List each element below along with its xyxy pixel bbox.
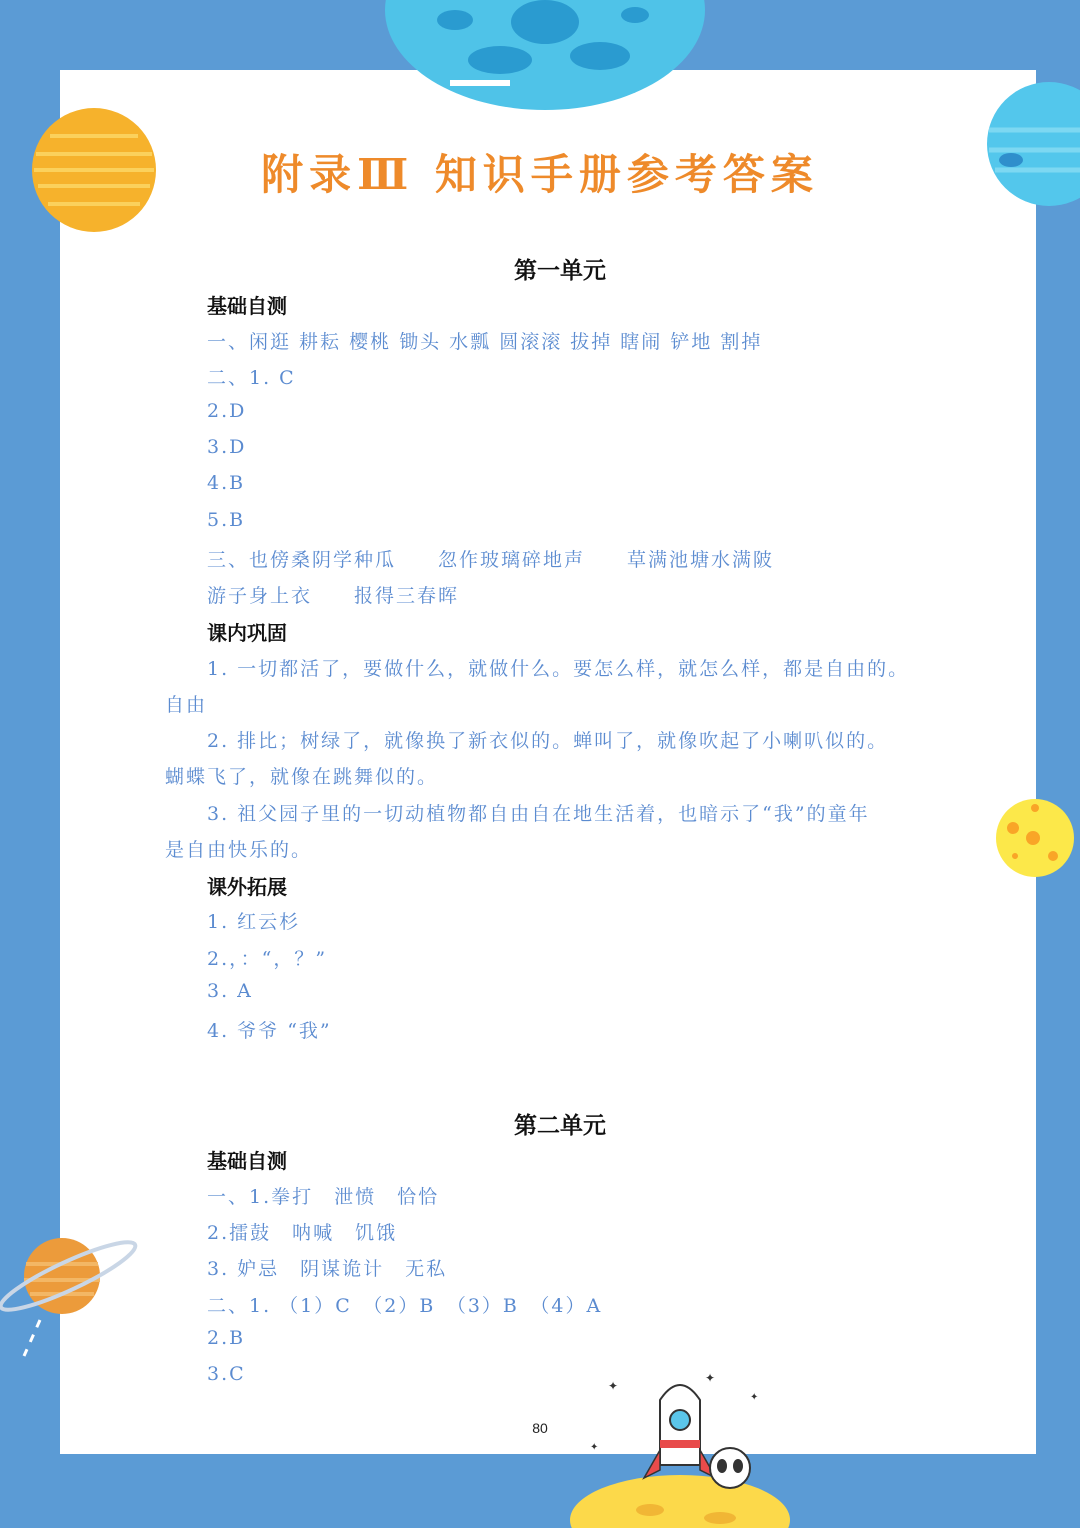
answer-line: 1. 红云杉 bbox=[207, 911, 301, 933]
unit1-basic-label: 基础自测 bbox=[207, 294, 287, 318]
answer-line: 3. 祖父园子里的一切动植物都自由自在地生活着，也暗示了“我”的童年 bbox=[207, 803, 870, 825]
answer-line: 2.，：“，？” bbox=[207, 948, 328, 970]
answer-line: 是自由快乐的。 bbox=[165, 839, 313, 861]
answer-line: 2.擂鼓 呐喊 饥饿 bbox=[207, 1222, 398, 1244]
answer-line: 3.D bbox=[207, 436, 247, 458]
unit1-heading: 第一单元 bbox=[514, 258, 606, 284]
answer-line: 二、1. C bbox=[207, 367, 296, 389]
answer-line: 蝴蝶飞了，就像在跳舞似的。 bbox=[165, 766, 439, 788]
answer-line: 自由 bbox=[165, 694, 208, 716]
answer-line: 一、闲逛 耕耘 樱桃 锄头 水瓢 圆滚滚 拔掉 瞎闹 铲地 割掉 bbox=[207, 331, 763, 353]
answer-line: 1. 一切都活了，要做什么，就做什么。要怎么样，就怎么样，都是自由的。 bbox=[207, 658, 910, 680]
answer-line: 4. 爷爷 “我” bbox=[207, 1020, 332, 1042]
answer-line: 3. 妒忌 阴谋诡计 无私 bbox=[207, 1258, 448, 1280]
answer-line: 二、1. （1）C （2）B （3）B （4）A bbox=[207, 1295, 603, 1317]
moon-planet-top bbox=[380, 0, 710, 120]
page-number: 80 bbox=[532, 1420, 548, 1436]
answer-line: 三、也傍桑阴学种瓜 忽作玻璃碎地声 草满池塘水满陂 bbox=[207, 549, 775, 571]
svg-text:✦: ✦ bbox=[608, 1379, 619, 1393]
unit1-extension-label: 课外拓展 bbox=[207, 875, 287, 899]
svg-text:✦: ✦ bbox=[705, 1371, 716, 1385]
svg-text:✦: ✦ bbox=[750, 1392, 759, 1403]
answer-line: 2.D bbox=[207, 400, 247, 422]
unit2-heading: 第二单元 bbox=[514, 1113, 606, 1139]
answer-line: 游子身上衣 报得三春晖 bbox=[207, 585, 460, 607]
saturn-planet-left bbox=[0, 1230, 140, 1360]
yellow-planet-right bbox=[995, 798, 1080, 880]
page-title: 附录Ⅲ 知识手册参考答案 bbox=[261, 150, 819, 199]
answer-line: 3. A bbox=[207, 980, 253, 1002]
svg-text:✦: ✦ bbox=[590, 1442, 599, 1453]
answer-line: 2. 排比；树绿了，就像换了新衣似的。蝉叫了，就像吹起了小喇叭似的。 bbox=[207, 730, 889, 752]
unit2-basic-label: 基础自测 bbox=[207, 1149, 287, 1173]
answer-line: 3.C bbox=[207, 1363, 246, 1385]
answer-line: 4.B bbox=[207, 472, 246, 494]
unit1-classroom-label: 课内巩固 bbox=[207, 621, 287, 645]
answer-line: 2.B bbox=[207, 1327, 246, 1349]
rocket-illustration bbox=[560, 1370, 790, 1528]
answer-line: 5.B bbox=[207, 509, 246, 531]
answer-line: 一、1.拳打 泄愤 恰恰 bbox=[207, 1186, 440, 1208]
